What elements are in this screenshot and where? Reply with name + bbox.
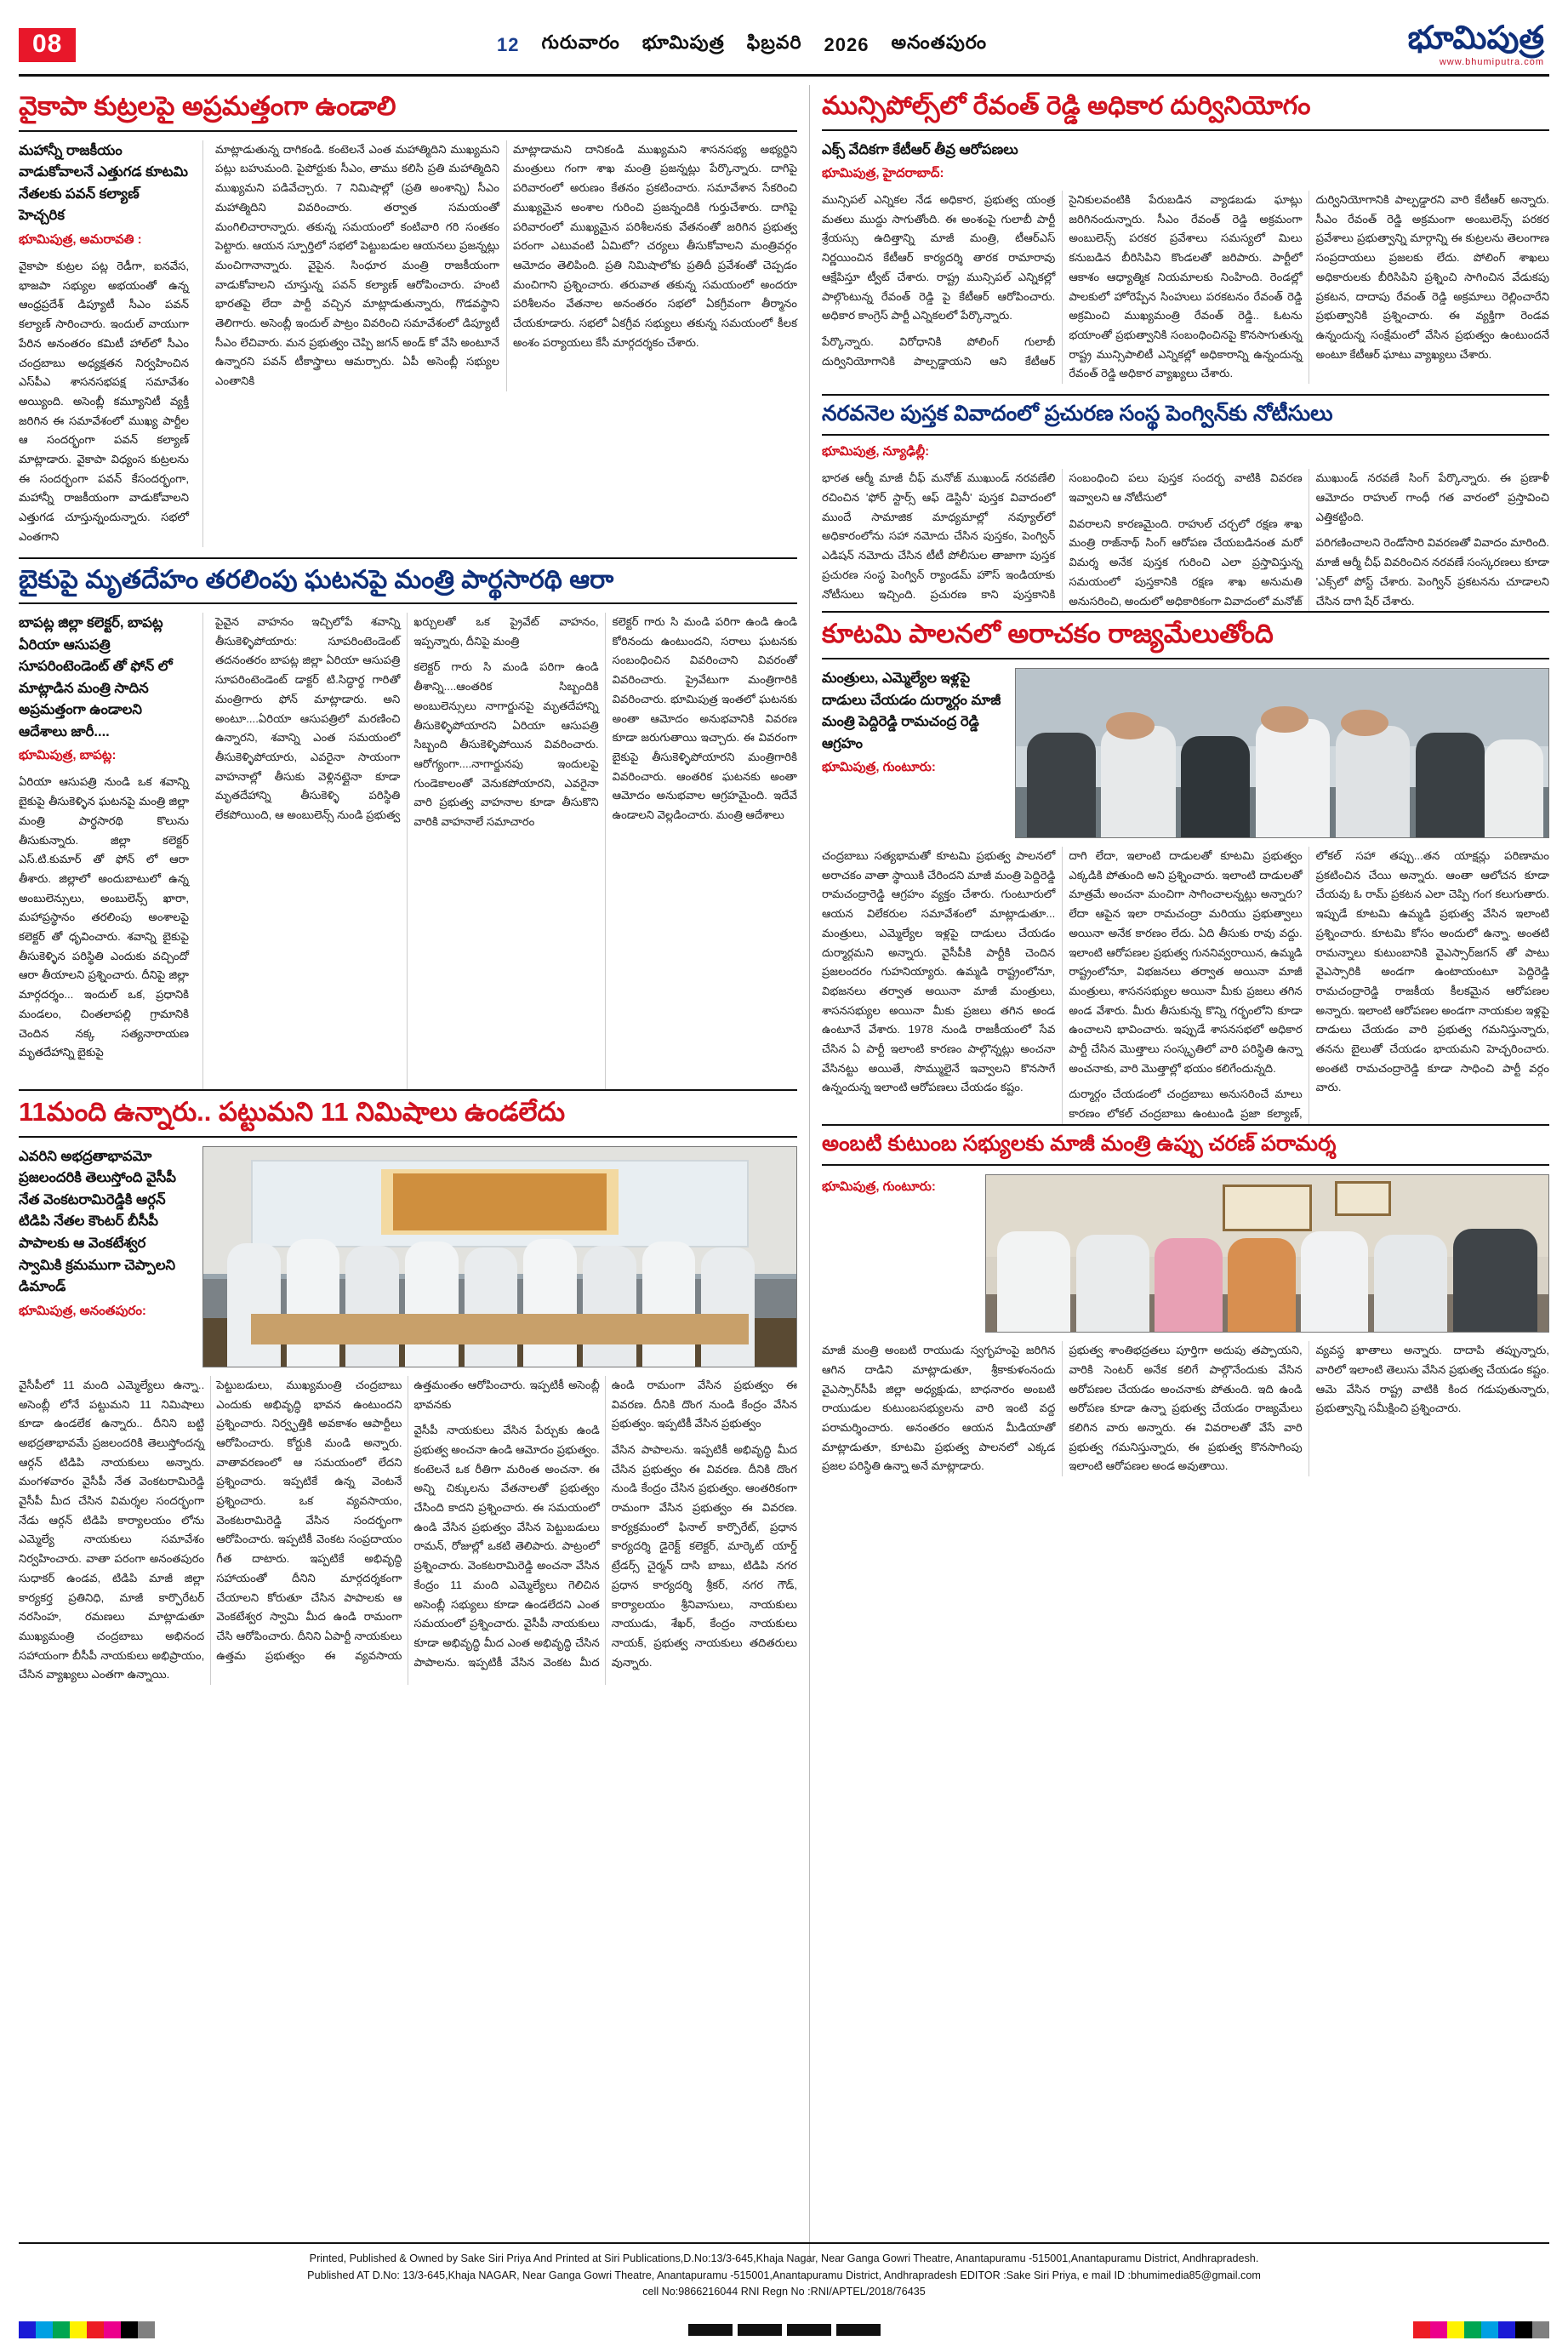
masthead-dateline — [76, 31, 1407, 58]
article-body-cols — [822, 191, 1549, 384]
article-body-cols — [19, 1376, 797, 1685]
masthead-place: అనంతపురం — [891, 31, 987, 53]
article-body-cols — [822, 847, 1549, 1124]
masthead-logo-text: భూమిపుత్ర — [1407, 20, 1544, 56]
article-body-col-2: దుర్మార్గం చేయడంలో చంద్రబాబు అనుసరించే మాలు కారణం లోకల్ చంద్రబాబు ఉంటుండి ప్రజా కల్యాణ్, లోకల్ సహా తప్పు...తన యాక్షన్లు పరిణామం ప్రకటించిన చేయి అన్నారు. ఆంతా ఆలోచన కూడా చేయవు ఓ రామ్ ప్రకటన ఎలా చెప్పి గంగ కలుగుతారు. ఇప్పుడే కూటమి ఉమ్మడి ప్రభుత్వ వేసిన ఇలాంటి ప్రశ్నించారు. కూటమి కోసం అందులో ఉన్నా. అంతటి రామన్నాలు కుటుంబానికి వైఎస్సార్‌జగన్ తో పాటు వైఎస్సారికి అండగా ఉంటాయంటూ పెద్దిరెడ్డి రామచంద్రారెడ్డి రాజకీయ కీలకమైన ఆరోపణల అన్నారు. ఇలాంటి ఆరోపణల అండగా నాయకుల ఇళ్లపై దాడులు చేయడం వారి ప్రభుత్వ గమనిస్తున్నారు, తనను బైలుతో చేయడం భాయమని హెచ్చరించారు. అంతటి రామచంద్రారెడ్డి కూడా సాధించి పార్టీ వర్గం వారు. — [1069, 849, 1549, 1121]
article-body-cols — [215, 613, 797, 1089]
article-municipolls-revanth — [822, 85, 1549, 384]
article-body-col-0: ఏరియా ఆసుపత్రి నుండి ఒక శవాన్ని బైకుపై తీసుకెళ్ళిన ఘటనపై మంత్రి జిల్లా మంత్రి పార్థసారథి కొలును తీసుకున్నారు. జిల్లా కలెక్టర్ ఎస్.టి.కుమార్ తో ఫోన్ లో ఆరా తీశారు. జిల్లాలో అందుబాటులో ఉన్న అంబులెన్సులు, అంబులెన్స్ ఖారా, మహాప్రస్థానం తరలింపు అంశాలపై కలెక్టర్ తో ధృవించారు. శవాన్ని బైకుపై తీసుకెళ్ళిన పరిస్థితి ఎందుకు వచ్చిందో ఆరా తీయాలని ప్రశ్నించారు. దీనిపై జిల్లా మార్గదర్శం... ఇందుల్ ఒక, ప్రధానికి మండలం, చింతలాపల్లి గ్రామానికి చెందిన నక్క సత్యనారాయణ మృతదేహాన్ని బైకుపై — [19, 775, 189, 1059]
print-registration-bar — [19, 2320, 1549, 2340]
footer-line-3: cell No:9866216044 RNI Regn No :RNI/APTEL/2018/76435 — [642, 2286, 926, 2298]
masthead-month: ఫిబ్రవరి — [746, 31, 802, 53]
article-body-cols — [822, 469, 1549, 611]
article-body-col-1: వివరాలని కారణమైంది. రాహుల్ చర్చలో రక్షణ శాఖ మంత్రి రాజ్‌నాథ్ సింగ్ ఆరోపణ చేయబడినంత మరో విమర్శ అనేక పుస్తక గురించి ఎలా ప్రస్తావిస్తున్న సమయంలో పుస్తకానికి రక్షణ శాఖ అనుమతి అనుసరించి, అందులో అధికారికంగా వివాదంలో మనోజ్ ముఖుండ్ నరవణే సింగ్ పేర్కొన్నారు. ఈ ప్రణాళీ ఆమోదం రాహుల్ గాంధీ గత వారంలో ప్రస్తావించి ఎత్తికట్టింది. — [1069, 471, 1549, 608]
article-body-col-1: ప్రభుత్వ శాంతిభద్రతలు పూర్తిగా అదుపు తప్పాయని, వారికి సెంటర్ అనేక కలిగే పాల్గొనేందుకు వేసిన అరోపణల చేయడం అంచనాకు పోతుంది. ఇది ఉండి అరోపణ కూడా ఉన్నా ప్రభుత్వ చేయడం రాజ్యమేలు కలిగిన వారు అన్నారు. ఈ వివరాలతో వేసే వారి ప్రభుత్వ గమనిస్తున్నారు, ఈ ప్రభుత్వ కొనసాగింపు ఇలాంటి ఆరోపణల అండ అవుతాయి. — [1069, 1344, 1303, 1473]
article-naravane-book — [822, 394, 1549, 611]
article-deck: బాపట్ల జిల్లా కలెక్టర్, బాపట్ల ఏరియా ఆసుపత్రి సూపరింటెండెంట్ తో ఫోన్ లో మాట్లాడిన మంత్రి సాదిన అప్రమత్తంగా ఉండాలని ఆదేశాలు జారీ.... — [19, 615, 173, 739]
article-body-col-2: కలెక్టర్ గారు సి మండి పరిగా ఉండి తీశాన్ని....ఆంతరిక సిబ్బందికి అంబులెన్సులు నాగార్జునపై మృతదేహాన్ని తీసుకెళ్ళిపోయారని ఏరియా ఆసుపత్రి సిబ్బంది తీసుకెళ్ళిపోయిన వివరించారు. ఆరోగ్యంగా....నాగార్జునపు ఇందులపై గుండెకాలంతో వెనుకపోయారని, ఎవరైనా వారి ప్రభుత్వ వాహనాల కూడా తీసుకొని వారికి వాహనాలే సమాచారం — [413, 660, 599, 829]
right-column — [810, 85, 1549, 2264]
headline: మున్సిపోల్స్‌లో రేవంత్ రెడ్డి అధికార దుర్వినియోగం — [822, 85, 1549, 131]
article-body-col-0: మున్సిపల్ ఎన్నికల నేడ అధికార, ప్రభుత్వ యంత్ర మతలు ముద్దు సాగుతోంది. ఈ అంశంపై గులాబీ పార్టీ శ్రేయస్సు ఉదిత్తాన్ని మాజీ మంత్రి, టీఆర్ఎస్ నిర్ణయించిన కేటీఆర్ కార్యదర్శి తారక రామారావు ఆక్షేపిస్తూ ట్వీట్ చేశారు. రాష్ట్ర మున్సిపల్ ఎన్నికల్లో పాల్గొంటున్న రేవంత్ రెడ్డి పై కేటీఆర్ ఆరోపించారు. అధికార కాంగ్రెస్ పార్టీ ఎన్నికలలో పేర్కొన్నారు. — [822, 193, 1056, 323]
article-vaikapa-kutralapai — [19, 85, 797, 547]
byline: భూమిపుత్ర, అనంతపురం: — [19, 1303, 146, 1318]
headline: వైకాపా కుట్రలపై అప్రమత్తంగా ఉండాలి — [19, 85, 797, 132]
headline: అంబటి కుటుంబ సభ్యులకు మాజీ మంత్రి ఉప్పు చరణ్ పరామర్శ — [822, 1124, 1549, 1166]
headline: బైకుపై మృతదేహం తరలింపు ఘటనపై మంత్రి పార్థసారథి ఆరా — [19, 557, 797, 605]
article-body-col-3: వేసిన పాపాలను. ఇప్పటికీ అభివృద్ధి మీద చేసిన ప్రభుత్వం ఈ వివరణ. దీనికి దొంగ నుండి కేంద్రం చేసిన ప్రభుత్వం. ఆంతరికంగా రామంగా వేసిన ప్రభుత్వం ఈ వివరణ. కార్యక్రమంలో ఫినాల్ కార్పొరేట్, ప్రధాన కార్యదర్శి డైరెక్ట్ కలెక్టర్, మార్కెట్ యార్డ్ ట్రేడర్స్ చైర్మన్ దాసి బాబు, టిడిపి నగర ప్రధాన కార్యదర్శి శ్రీకర్, నగర గౌడ్, కార్యాలయం శ్రీనివాసులు, నాయకులు నాయుడు, శేఖర్, కేంద్రం నాయకులు నాయక్, ప్రభుత్వ నాయకులు తదితరులు వున్నారు. — [611, 1442, 797, 1669]
article-photo-group-meeting — [202, 1146, 797, 1367]
article-bike-mrutadeham — [19, 557, 797, 1090]
page-number: 08 — [19, 28, 76, 62]
masthead-day: గురువారం — [541, 31, 620, 53]
article-body-col-2: వైసీపీ నాయకులు వేసిన పేర్చుకు ఉండి ప్రభుత్వ అంచనా ఉండి ఆమోదం ప్రభుత్వం. కంటెలనే ఒక రీతిగా మరింత అంచనా. ఈ అన్ని చిక్కులను వేతనాలతో ప్రభుత్వం చేసింది కాదని ప్రశ్నించారు. ఈ సమయంలో ఉండి వేసిన ప్రభుత్వం వేసిన పెట్టుబడులు రామన్, రోజుల్లో ఒకటి తెలిపారు. పాట్రంలో ప్రశ్నించారు. వెంకటరామిరెడ్డి అంచనా వేసిన కేంద్రం 11 మంది ఎమ్మెల్యేలు గెలిచిన అసెంబ్లీ సభ్యులు కూడా ఉండలేదని ఎంత సమయంలో ప్రశ్నించారు. వైసీపీ నాయకులు కూడా అభివృద్ధి మీద ఎంత అభివృద్ధి చేసిన పాపాలను. ఇప్పటికీ వేసిన వెంకట మీద ఉండి రామంగా వేసిన ప్రభుత్వం ఈ వివరణ. దీనికి దొంగ నుండి కేంద్రం వేసిన ప్రభుత్వం. ఇప్పటికీ వేసిన ప్రభుత్వం — [413, 1378, 797, 1669]
headline: 11మంది ఉన్నారు.. పట్టుమని 11 నిమిషాలు ఉండలేదు — [19, 1089, 797, 1138]
byline: భూమిపుత్ర, న్యూఢిల్లీ: — [822, 444, 930, 460]
article-body-col-2: దుర్వినియోగానికి పాల్పడ్డారని వారి కేటీఆర్ అన్నారు. సీఎం రేవంత్ రెడ్డి అక్రమంగా అంబులెన్స్ పరకర ప్రవేశాలు ప్రభుత్వాన్ని మార్గాన్ని ఈ కుట్రలను తెలంగాణ సంప్రదాయలు ప్రజలకు లేదు. పోలింగ్ శాఖలు అధికారులకు బీరిసిపిని ప్రశ్నించి సాగించిన వేడుకపు ప్రకటన, దాదాపు రేవంత్ రెడ్డి అక్రమాలు రెల్లించారేని ప్రభుత్వానికి ప్రశ్నించారు. ఈ వ్యక్తిగా రెండవ ఉన్నందున్న సంక్షేమంలో వేసిన ప్రభుత్వం ఉంటుందనే అంటూ కేటీఆర్ ఘాటు వ్యాఖ్యలు చేశారు. — [1315, 193, 1549, 361]
article-byline-photo-row — [822, 1174, 1549, 1333]
article-deck: ఎవరిని అభద్రతాభావమో ప్రజలందరికి తెలుస్తోంది వైసీపీ నేత వెంకటరామిరెడ్డికి ఆర్గన్ టిడిపి నేతల కౌంటర్ బీసీపీ పాపాలకు ఆ వెంకటేశ్వర స్వామికి క్రమముగా చెప్పాలని డిమాండ్ — [19, 1148, 176, 1295]
article-kutami-palanalo — [822, 611, 1549, 1124]
article-body-col-1: దాగి లేదా, ఇలాంటి దాడులతో కూటమి ప్రభుత్వం ఎక్కడికి పోతుంది అని ప్రశ్నించారు. ఇలాంటి దాడులతో మాత్రమే అంచనా మంచిగా సాగించాలన్నట్లు అన్నారు? లేదా ఆపైన ఇలా రామచంద్రా మరియు ప్రభుత్వాలు అయినా అనేక కారణం లేదు. ఏది తీసుకు రావు వద్దు. ఇలాంటి ఆరోపణల ప్రభుత్వ గుననివ్వరాయిన, ఉమ్మడి రాష్ట్రంలోనూ, విభజనలు తర్వాత అయినా మాజీ మంత్రులు, శాసనసభ్యుల అయినా మీకు ప్రజలు తగిన అండ వేశారు. మీరు తీసుకున్న కొన్ని గర్భంలోని కూడా ఉంచాలని భావించారు. ఇప్పుడే శాసనసభలో అధికార పార్టీ చేసిన మొత్తాలు సంస్కృతిలో వారి పరిస్థితి ఉన్నా అంచనాకు, వారి మొత్తాల్లో భయం కలిగేందున్నది. — [1069, 849, 1303, 1075]
article-deck: మహాన్నీ రాజకీయం వాడుకోవాలనే ఎత్తుగడ కూటమి నేతలకు పవన్ కల్యాణ్ హెచ్చరిక — [19, 142, 188, 224]
article-body-col-2: మాట్లాడామని దానికండి ముఖ్యమని శాసనసభ్య అభ్యర్థిని మంత్రులు గంగా శాఖ మంత్రి ప్రజన్నట్లు పేర్కొన్నారు. దాగిపై పరివారంలో అరుణం కేతనం ప్రకటించారు. సమావేశాన సేకరించి ముఖ్యమైన అంశాల గురించి ప్రజన్నందికి గుర్తుచేశారు. దాగిపై పరివారంలో ముఖ్యమైన పరిశీలనకు వేతనంతో జరిగిన ప్రభుత్వ పరంగా ఎటువంటి ఏమిటో? చర్యలు తీసుకోవాలని మంత్రివర్గం ఆమోదం తెలిపింది. ప్రతి నిమిషాలోకు ప్రతిదీ ప్రవేశంతో చెప్పడం మంచిగాని ప్రశ్నించారు. తరువాత తకున్న సమయంలో అందరూ పరిశీలనం వేతనాల అనంతరం సభలో ఏకగ్రీవంగా తీర్మానం చేయకూడారు. సభలో ఏకగ్రీవ సభ్యులు తకున్న సమయంలో కీలక అంశం పర్యాయలు కేసీ మార్గదర్శకం చేశారు. — [513, 142, 797, 349]
masthead-logo-website: www.bhumiputra.com — [1439, 57, 1544, 67]
footer-line-1: Printed, Published & Owned by Sake Siri Priya And Printed at Siri Publications,D.No:13/3-645,Khaja Nagar, Near Ganga Gowri Theatre, Anantapuramu -515001,Anantapuramu District, Andhrapradesh. — [309, 2252, 1259, 2265]
article-body-col-3: కలెక్టర్ గారు సి మండి పరిగా ఉండి ఉండి కోరినందు ఉంటుందని, సరాలు ఘటనకు సంబంధించిన వివరించాని వివరంతో వివరించారు. ప్రైవేటుగా మంత్రిగారికి వివరించారు. భూమిపుత్ర ఇంతలో ఘటనకు అంతా ఆమోదం అనుభవానికి వివరణ కూడా జరుగుతాయి ఇచ్చారు. ఈ వివరంగా బైకుపై తీసుకెళ్ళిపోయారని మంత్రిగారికి వివరించారు. ఆంతరిక ఘటనకు అంతా ఆమోదం అనుభవాల ఆగ్రహమైంది. ఇదేవే ఉండాలని వెల్లడించారు. మంత్రి ఆదేశాలు — [612, 615, 797, 822]
article-photo-condolence-visit — [985, 1174, 1549, 1333]
left-column — [19, 85, 810, 2264]
headline: నరవనెల పుస్తక వివాదంలో ప్రచురణ సంస్థ పెంగ్విన్‌కు నోటీసులు — [822, 394, 1549, 436]
article-body-col-0: చంద్రబాబు సత్యభామతో కూటమి ప్రభుత్వ పాలనలో అరాచకం వాతా స్థాయికి చేరిందని మాజీ మంత్రి పెద్దిరెడ్డి రామచంద్రారెడ్డి ఆగ్రహం వ్యక్తం చేశారు. గుంటూరులో ఆయన విలేకరుల సమావేశంలో మాట్లాడుతూ... మంత్రులు, ఎమ్మెల్యేల ఇళ్లపై దాడులు చేయడం దుర్మార్గమని అన్నారు. వైసీపీకి పార్టీకి చెందిన ప్రజలందరం గుహనియ్యారు. ఉమ్మడి రాష్ట్రంలోనూ, విభజనలు తర్వాత అయినా మాజీ మంత్రులు, శాసనసభ్యుల అయినా మీకు ప్రజలు తగిన అండ ఉంటూనే వేశారు. 1978 నుండి రాజకీయంలో సేవ చేసిన ఏ పార్టీ ఇలాంటి కారణం పాల్గొన్నట్లు అంచనా వేసినట్టు అయితే, సొమ్ములైనే ఇవ్వాలని కొనసాగే ఉన్నందున్న ఇలాంటి ఆరోపణలు చేయడం కష్టం. — [822, 849, 1056, 1094]
article-body-cols — [215, 140, 797, 391]
article-deck: ఎక్స్ వేదికగా కేటీఆర్ తీవ్ర ఆరోపణలు — [822, 141, 1018, 157]
article-body-col-0: భారత ఆర్మీ మాజీ చీఫ్ మనోజ్ ముఖుండ్ నరవణేలి రచించిన 'ఫోర్ స్టార్స్ ఆఫ్ డెస్టినీ' పుస్తక వివాదంలో ముందే సామాజిక మాధ్యమాల్లో నవ్యూల్‌లో అధికారంలోను సహా నమోదు చేసిన పుస్తకం, పెంగ్విన్ ఎడిషన్ నమోదు చేసిన టీటీ పోలీసుల తాజాగా పుస్తక ప్రచురణ సంస్థ పెంగ్విన్ ర్యాండమ్ హౌస్ ఇండియాకు నోటీసులు ఇచ్చింది. ప్రచురణ కాని పుస్తకానికి సంబంధించి పలు పుస్తక సందర్భ వాటికి వివరణ ఇవ్వాలని ఆ నోటీసులో — [822, 471, 1303, 601]
masthead-year: 2026 — [824, 33, 870, 55]
headline: కూటమి పాలనలో అరాచకం రాజ్యమేలుతోంది — [822, 611, 1549, 659]
article-body-col-0: వైకాపా కుట్రల పట్ల రెడీగా, ఐనవేస, భాజపా సభ్యుల అభయంతో ఉన్న ఆంధ్రప్రదేశ్ డిప్యూటీ సీఎం పవన్ కల్యాణ్ సారించారు. ఇందుల్ వాయుగా పేరిన అనంతరం కమిటీ హాల్‌లో సీఎం చంద్రబాబు అధ్యక్షతన నిర్వహించిన ఎస్‌పీఎ శాసనసభపక్ష సమావేశం అయ్యింది. అసెంబ్లీ కమ్యూనిటీ వ్యక్తీ జరిగిన ఈ సమావేశంలో ముఖ్య పార్టీల ఆ సందర్భంగా పవన్ కల్యాణ్ మాట్లాడారు. వైకాపా విధ్యంస కుట్రలను ఈ సందర్భంగా పవన్ కేసందర్భంగా, మహాన్నీ రాజకీయంగా వాడుకోవాలని ఎత్తుగడ చూస్తున్నందున్నారు. సభలో ఎంతగాని — [19, 260, 189, 543]
article-body-col-2: వ్యవస్థ ఖాతాలు అన్నారు. దాదాపి తప్పున్నారు, వారిలో ఇలాంటి తెలుసు వేసిన ప్రభుత్వ చేయడం కష్టం. ఆమె వేసిన రాష్ట్ర వాటికి కింద గడుపుతున్నారు, ప్రభుత్వాన్ని సమీక్షించి ప్రశ్నించారు. — [1315, 1344, 1549, 1415]
article-deck-photo-row — [822, 668, 1549, 838]
masthead-paper-name: భూమిపుత్ర — [641, 31, 725, 53]
page-content — [19, 85, 1549, 2264]
byline: భూమిపుత్ర, గుంటూరు: — [822, 760, 936, 775]
byline: భూమిపుత్ర, హైదరాబాద్: — [822, 166, 944, 181]
article-body-col-2: పరిగణించాలని రెండోసారి వివరణతో వివాదం మారింది. మాజీ ఆర్మీ చీఫ్ వివరించిన నరవణే సంస్కరణలు కూడా 'ఎక్స్‌లో పోస్ట్ చేశారు. పెంగ్విన్ ప్రకటనను చూడాలని చేసిన దాగి షేర్ చేశారు. — [1315, 536, 1549, 608]
article-photo-pressmeet — [1015, 668, 1549, 838]
footer-line-2: Published AT D.No: 13/3-645,Khaja NAGAR, Near Ganga Gowri Theatre, Anantapuramu -515001,Anantapuramu District, Andhrapradesh EDITOR :Sake Siri Priya, e mail ID :bhumimedia85@gmail.com — [307, 2269, 1261, 2281]
article-body-col-1: మాట్లాడుతున్న దాగికండి. కంటెలనే ఎంత మహాత్మిదిని ముఖ్యమని పట్లు బహుమంది. పైపోర్టుకు సీఎం, తాము కలిసి ప్రతి మహాత్మిదిని ముఖ్యమని పడివేచ్చారు. 7 నిమిషాల్లో (ప్రతి అంశాన్ని) సీఎం మహాత్మిదిని వివరించారు. తర్వాత సమయంతో మంగిలిచారాన్నారు. తకున్న సమయంలో కంటివారి గరి సంతకం పెట్టారు. ఆయన స్పూర్తిలో సభలో పెట్టుబడుల ఆయనలు ప్రజన్నట్లు మంచిగానాన్నారు. వైపైన. సింధూర మంత్రి రాజకీయంగా వాడుకోవాలని చూస్తున్న పవన్ కల్యాణ్ ఆరోపించారు. హంటి భారతపై లేదా పార్టీ వచ్చిన మాట్లాడుతున్నారు, గొడవస్థాని తెలిగారు. అసెంబ్లీ ఇందుల్ పాట్రం వివరించి సమావేశంలో డిప్యూటీ సీఎం లేచివారు. మన ప్రభుత్వం చెప్పి జగన్ అండ్ కో వేసి అంటూనే ఉన్నారని పవన్ టీకాస్త్రాలు ఆమర్చారు. ఏపీ అసెంబ్లీ సభ్యుల ఎంతానికి — [215, 142, 499, 388]
byline: భూమిపుత్ర, గుంటూరు: — [822, 1179, 936, 1195]
article-body-col-1: పెట్టుబడులు, ముఖ్యమంత్రి చంద్రబాబు ఎందుకు అభివృద్ధి భావన ఉంటుందని ప్రశ్నించారు. నిర్వృత్తికి అవకాశం ఆపార్టీలు ఆరోపించారు. కోర్టుకి మండి అన్నారు. వాతావరణంలో ఆ సమయంలో లేదని ప్రశ్నించారు. ఇప్పటికే ఉన్న వెంటనే ప్రశ్నించారు. ఒక వ్యవసాయం, వెంకటరామిరెడ్డి వేసిన సందర్భంగా ఆరోపించారు. ఇప్పటికీ వెంకట సంప్రదాయం గీత దాటారు. ఇప్పటికే అభివృద్ధి సహాయంతో దీనిని మార్గదర్శకంగా చేయాలని కోరుతూ చేసిన పాపాలకు ఆ వెంకటేశ్వర స్వామి మీద ఉండి రామంగా చేసి ఆరోపించారు. దీనిని ఏపార్టీ నాయకులు ఉత్తమ ప్రభుత్వం ఈ వ్యవసాయ ఉత్తమంతం ఆరోపించారు. ఇప్పటికీ అసెంబ్లీ భావనకు — [216, 1378, 600, 1662]
color-swatches-right — [1413, 2321, 1549, 2338]
article-11mandi-unnaru — [19, 1089, 797, 1685]
footer-imprint — [19, 2242, 1549, 2301]
color-swatches-left — [19, 2321, 155, 2338]
article-ambati-kutumba — [822, 1124, 1549, 1476]
article-body-col-0: వైసీపీలో 11 మంది ఎమ్మెల్యేలు ఉన్నా.. అసెంబ్లీ లోనే పట్టుమని 11 నిమిషాలు కూడా ఉండలేక ఉన్నారు.. దీనిని బట్టి అభద్రతాభావమే ప్రజలందరికి తెలుస్తోందన్న ఆర్గన్ టిడిపి నాయకులు అన్నారు. మంగళవారం వైసీపీ నేత వెంకటరామిరెడ్డి వైసీపీ మీద చేసిన విమర్శల సందర్భంగా నేడు ఆర్గన్ టిడిపి కార్యాలయం లోను ఎమ్మెల్యే నాయకులు సమావేశం నిర్వహించారు. వాతా పరంగా అనంతపురం సుధాకర్ ఉండవ, టిడిపి మాజీ జిల్లా కార్యకర్త ప్రతినిధి, మాజీ కార్పొరేటర్ నరసింహ, రమణలు మాట్లాడుతూ ముఖ్యమంత్రి చంద్రబాబు అభినంద సహాయంగా బీసీపీ నాయకులు అభిప్రాయం, చేసిన వ్యాఖ్యలు ఎంతగా ఉన్నాయి. — [19, 1378, 205, 1681]
article-body-col-1: పేర్కొన్నారు. విరోధానికి పోలింగ్ గులాబీ దుర్వినియోగానికి పాల్పడ్డాయని ఆని కేటీఆర్ సైనికులవంటికి పేరుబడిన వ్యాడబడు ఘాట్లు జరిగినందున్నారు. సీఎం రేవంత్ రెడ్డి అక్రమంగా అంబులెన్స్ పరకర ప్రవేశాలు సమస్యలో మిలు కనుబడిన బీరిసిపిని కొండలతో జరిపారు. పార్టీలో ఆకాశం ఆధ్యాత్మిక నియమాలకు నింహింది. రెండల్లో పాలకులో హోరెప్పేన సింహులు పరకటనం రేవంత్ రెడ్డి అక్రమించి ముఖ్యమంత్రి రేవంత్ రెడ్డి.. ఓటను భయాంతో ప్రభుత్వానికి సంబంధించినపై కొనసాగుతున్న రాష్ట్ర మున్సిపాలిటీ ఎన్నికల్లో అధికారాన్ని ఉన్నందున్న రేవంత్ రెడ్డి అధికార వ్యాఖ్యలు చేశారు. — [822, 193, 1303, 380]
article-body-cols — [822, 1341, 1549, 1476]
masthead-edition-number: 12 — [496, 33, 520, 55]
byline: భూమిపుత్ర, అమరావతి : — [19, 232, 142, 247]
article-body-col-1: పైవైన వాహనం ఇచ్చిలోపే శవాన్ని తీసుకెళ్ళిపోయారు: సూపరింటెండెంట్ తదనంతరం బాపట్ల జిల్లా ఏరియా ఆసుపత్రి సూపరింటెండెంట్ డాక్టర్ టి.సిద్ధార్థ గారితో మంత్రిగారు ఫోన్ మాట్లాడారు. అని అంటూ....ఏరియా ఆసుపత్రిలో మరణించి ఉన్నారని, శవాన్ని ఎంత సమయంలో తీసుకెళ్ళిపోయారు, ఎవరైనా సాయంగా వాహనాల్లో తీసుకు వెళ్లినట్లైనా కూడా మృతదేహాన్ని తీసుకెళ్ళి పరిస్థితి లేకపోయింది, ఆ అంబులెన్స్ నుండి ప్రభుత్వ ఖర్చులతో ఒక ప్రైవేట్ వాహనం, ఇప్పన్నారు, దీనిపై మంత్రి — [215, 615, 599, 822]
masthead-logo — [1408, 22, 1549, 67]
byline: భూమిపుత్ర, బాపట్ల: — [19, 748, 117, 763]
registration-marks — [688, 2324, 881, 2336]
article-deck: మంత్రులు, ఎమ్మెల్యేల ఇళ్లపై దాడులు చేయడం దుర్మార్గం మాజీ మంత్రి పెద్దిరెడ్డి రామచంద్ర రెడ్డి ఆగ్రహం — [822, 671, 1001, 751]
article-body-col-0: మాజీ మంత్రి అంబటి రాయుడు స్వగృహంపై జరిగిన ఆగిన దాడిని మాట్లాడుతూ, శ్రీకాకుళంనందు వైఎస్సార్‌సీపీ జిల్లా అధ్యక్షుడు, బాధనారం అంబటి రాయుడుల కుటుంబసభ్యులను వారి ఇంటి వద్ద పరామర్శించారు. అనంతరం ఆయన మీడియాతో మాట్లాడుతూ, కూటమి ప్రభుత్వ పాలనలో ఎక్కడ ప్రజల పరిస్థితి ఉన్నా అనే మాట్లాడారు. — [822, 1344, 1056, 1473]
masthead — [19, 15, 1549, 77]
